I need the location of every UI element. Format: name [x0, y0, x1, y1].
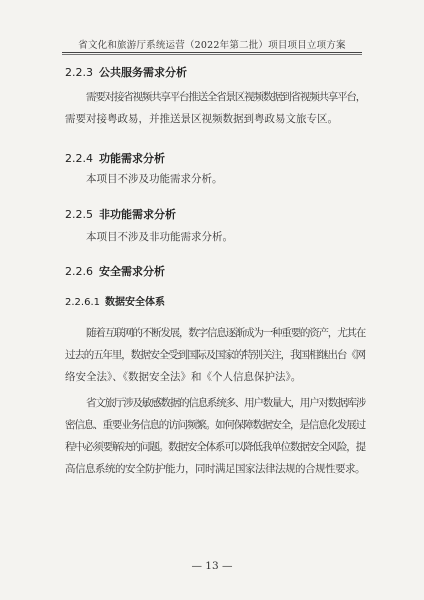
- paragraph-line: 高信息系统的安全防护能力，同时满足国家法律法规的合规性要求。: [65, 463, 365, 475]
- heading-text: 数据安全体系: [105, 297, 165, 308]
- heading-2-2-3: [65, 64, 187, 80]
- heading-2-2-4: [65, 150, 165, 166]
- paragraph-2-2-6-1-a: [65, 322, 365, 388]
- heading-2-2-6: [65, 263, 165, 279]
- paragraph-line: 需要对接省视频共享平台推送全省景区视频数据到省视频共享平台，: [86, 91, 365, 103]
- heading-text: 安全需求分析: [99, 265, 165, 278]
- paragraph-line: 需要对接粤政易，并推送景区视频数据到粤政易文旅专区。: [65, 113, 338, 125]
- paragraph-line: 程中必须要解决的问题。数据安全体系可以降低我单位数据安全风险，提: [65, 441, 365, 453]
- heading-number: 2.2.5: [65, 208, 93, 221]
- heading-text: 功能需求分析: [99, 152, 165, 165]
- paragraph-2-2-4: [65, 168, 365, 190]
- heading-number: 2.2.4: [65, 152, 93, 165]
- paragraph-line: 过去的五年里，数据安全受到国际及国家的特别关注，我国相继出台《网: [65, 349, 365, 361]
- header-rule-top: [62, 52, 362, 53]
- heading-2-2-5: [65, 206, 176, 222]
- paragraph-line: 络安全法》、《数据安全法》和《个人信息保护法》。: [65, 371, 302, 383]
- running-header: 省文化和旅游厅系统运营（2022年第二批）项目项目立项方案: [78, 40, 346, 51]
- paragraph-line: 本项目不涉及非功能需求分析。: [86, 231, 233, 243]
- heading-number: 2.2.3: [65, 66, 93, 79]
- heading-number: 2.2.6: [65, 265, 93, 278]
- heading-2-2-6-1: [65, 293, 165, 308]
- paragraph-line: 密信息、重要业务信息的访问频繁。如何保障数据安全，是信息化发展过: [65, 419, 365, 431]
- header-rule-bottom: [62, 54, 362, 55]
- paragraph-line: 本项目不涉及功能需求分析。: [86, 173, 223, 185]
- paragraph-2-2-5: [65, 226, 365, 248]
- heading-text: 非功能需求分析: [99, 208, 176, 221]
- page-number: — 13 —: [191, 560, 233, 572]
- paragraph-2-2-3: [65, 86, 365, 130]
- heading-number: 2.2.6.1: [65, 297, 100, 308]
- heading-text: 公共服务需求分析: [99, 66, 187, 79]
- paragraph-line: 省文旅厅涉及敏感数据的信息系统多、用户数量大，用户对数据库涉: [86, 397, 365, 409]
- paragraph-line: 随着互联网的不断发展，数字信息逐渐成为一种重要的资产，尤其在: [86, 327, 365, 339]
- paragraph-2-2-6-1-b: [65, 392, 365, 480]
